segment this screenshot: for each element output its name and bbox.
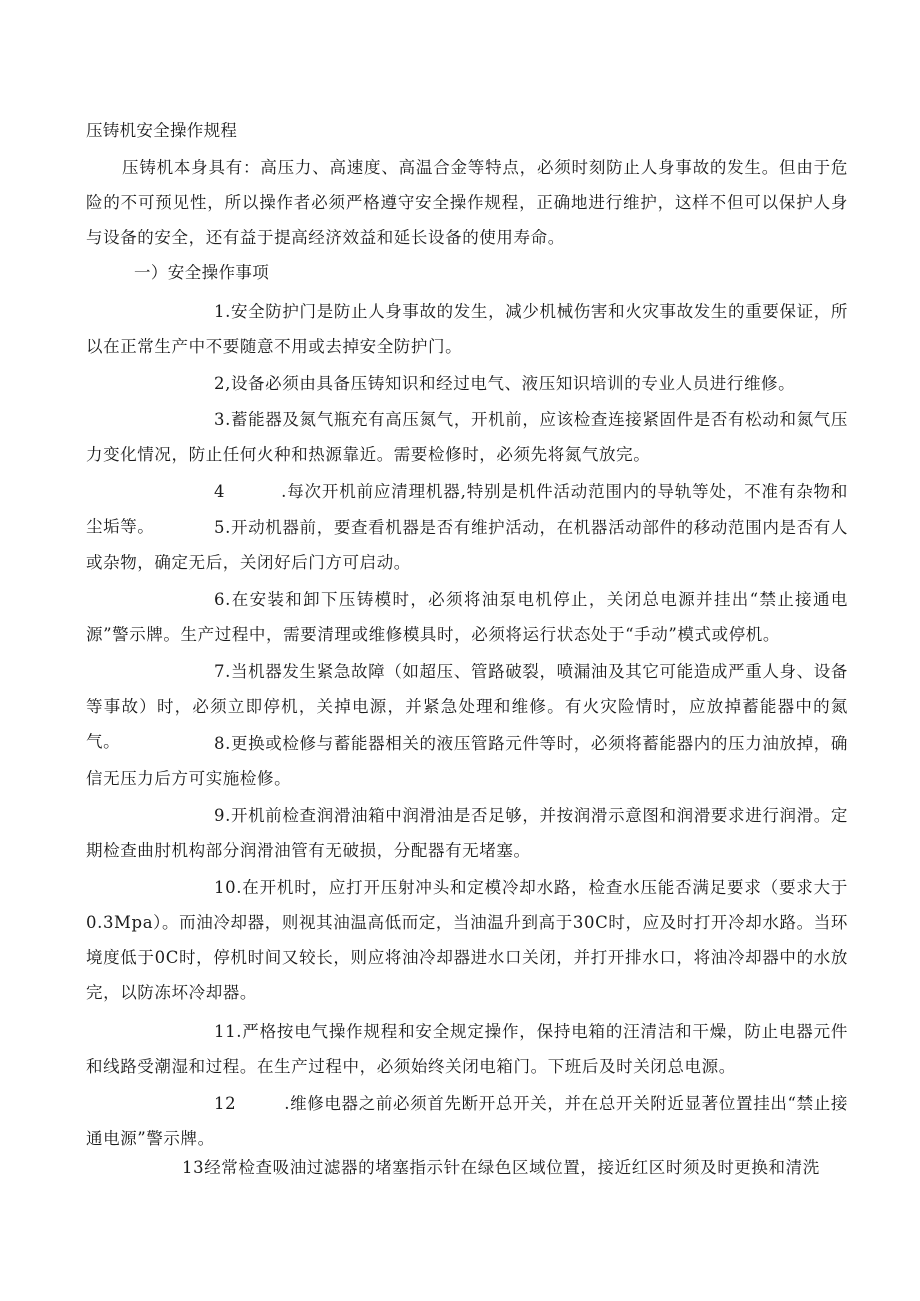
item-number: 4: [214, 482, 226, 501]
item-number: 12: [214, 1094, 237, 1113]
item-text: 设备必须由具备压铸知识和经过电气、液压知识培训的专业人员进行维修。: [230, 374, 796, 393]
list-item: [86, 1150, 848, 1185]
item-text: .在开机时，应打开压射冲头和定模冷却水路，检查水压能否满足要求（要求大于0.3Mpa）。而油冷却器，则视其油温高低而定，当油温升到高于30C时，应及时打开冷却水路。当环境度低于0C时，停机时间又较长，则应将油冷却器进水口关闭，并打开排水口，将油冷却器中的水放完，以防冻坏冷却器。: [86, 878, 848, 1002]
item-number: 9: [214, 806, 226, 825]
document-title: 压铸机安全操作规程: [86, 121, 238, 140]
item-number: 1.: [214, 302, 231, 321]
list-item: [86, 798, 848, 868]
item-text: .当机器发生紧急故障（如超压、管路破裂，喷漏油及其它可能造成严重人身、设备等事故）时，必须立即停机，关掉电源，并紧急处理和维修。有火灾险情时，应放掉蓄能器中的氮气。: [86, 662, 848, 751]
item-number: 10: [214, 878, 237, 897]
item-number: 3: [214, 410, 226, 429]
item-number: 11: [214, 1022, 237, 1041]
item-text: .开机前检查润滑油箱中润滑油是否足够，并按润滑示意图和润滑要求进行润滑。定期检查曲肘机构部分润滑油管有无破损，分配器有无堵塞。: [86, 806, 848, 860]
item-number: 5: [214, 518, 226, 537]
item-number: 8: [214, 734, 226, 753]
item-text: .蓄能器及氮气瓶充有高压氮气，开机前，应该检查连接紧固件是否有松动和氮气压力变化情况，防止任何火种和热源靠近。需要检修时，必须先将氮气放完。: [86, 410, 848, 464]
list-item: [86, 402, 848, 472]
intro-paragraph: 压铸机本身具有：高压力、高速度、高温合金等特点，必须时刻防止人身事故的发生。但由于危险的不可预见性，所以操作者必须严格遵守安全操作规程，正确地进行维护，这样不但可以保护人身与设备的安全，还有益于提高经济效益和延长设备的使用寿命。: [86, 158, 848, 247]
item-number: 13: [182, 1158, 205, 1177]
item-text: .维修电器之前必须首先断开总开关，并在总开关附近显著位置挂出“禁止接通电源”警示牌。: [86, 1094, 848, 1148]
list-item: [86, 870, 848, 1010]
item-text: .开动机器前，要查看机器是否有维护活动，在机器活动部件的移动范围内是否有人或杂物，确定无后，关闭好后门方可启动。: [86, 518, 848, 572]
section-heading: 一）安全操作事项: [134, 263, 270, 282]
item-number: 2,: [214, 374, 231, 393]
list-item: [86, 582, 848, 652]
list-item: [86, 294, 848, 364]
item-number: 7: [214, 662, 226, 681]
item-text: .更换或检修与蓄能器相关的液压管路元件等时，必须将蓄能器内的压力油放掉，确信无压力后方可实施检修。: [86, 734, 848, 788]
item-text: .每次开机前应清理机器,特别是机件活动范围内的导轨等处，不准有杂物和尘垢等。: [86, 482, 848, 536]
list-item: [86, 366, 848, 401]
item-text: 安全防护门是防止人身事故的发生，减少机械伤害和火灾事故发生的重要保证，所以在正常生产中不要随意不用或去掉安全防护门。: [86, 302, 848, 356]
item-text: .在安装和卸下压铸模时，必须将油泵电机停止，关闭总电源并挂出“禁止接通电源”警示牌。生产过程中，需要清理或维修模具时，必须将运行状态处于“手动”模式或停机。: [86, 590, 848, 644]
item-text: 经常检查吸油过滤器的堵塞指示针在绿色区域位置，接近红区时须及时更换和清洗: [204, 1158, 820, 1177]
list-item: [86, 1086, 848, 1156]
item-number: 6: [214, 590, 226, 609]
list-item: [86, 726, 848, 796]
item-text: .严格按电气操作规程和安全规定操作，保持电箱的汪清洁和干燥，防止电器元件和线路受潮湿和过程。在生产过程中，必须始终关闭电箱门。下班后及时关闭总电源。: [86, 1022, 848, 1076]
list-item: [86, 510, 848, 580]
list-item: [86, 1014, 848, 1084]
